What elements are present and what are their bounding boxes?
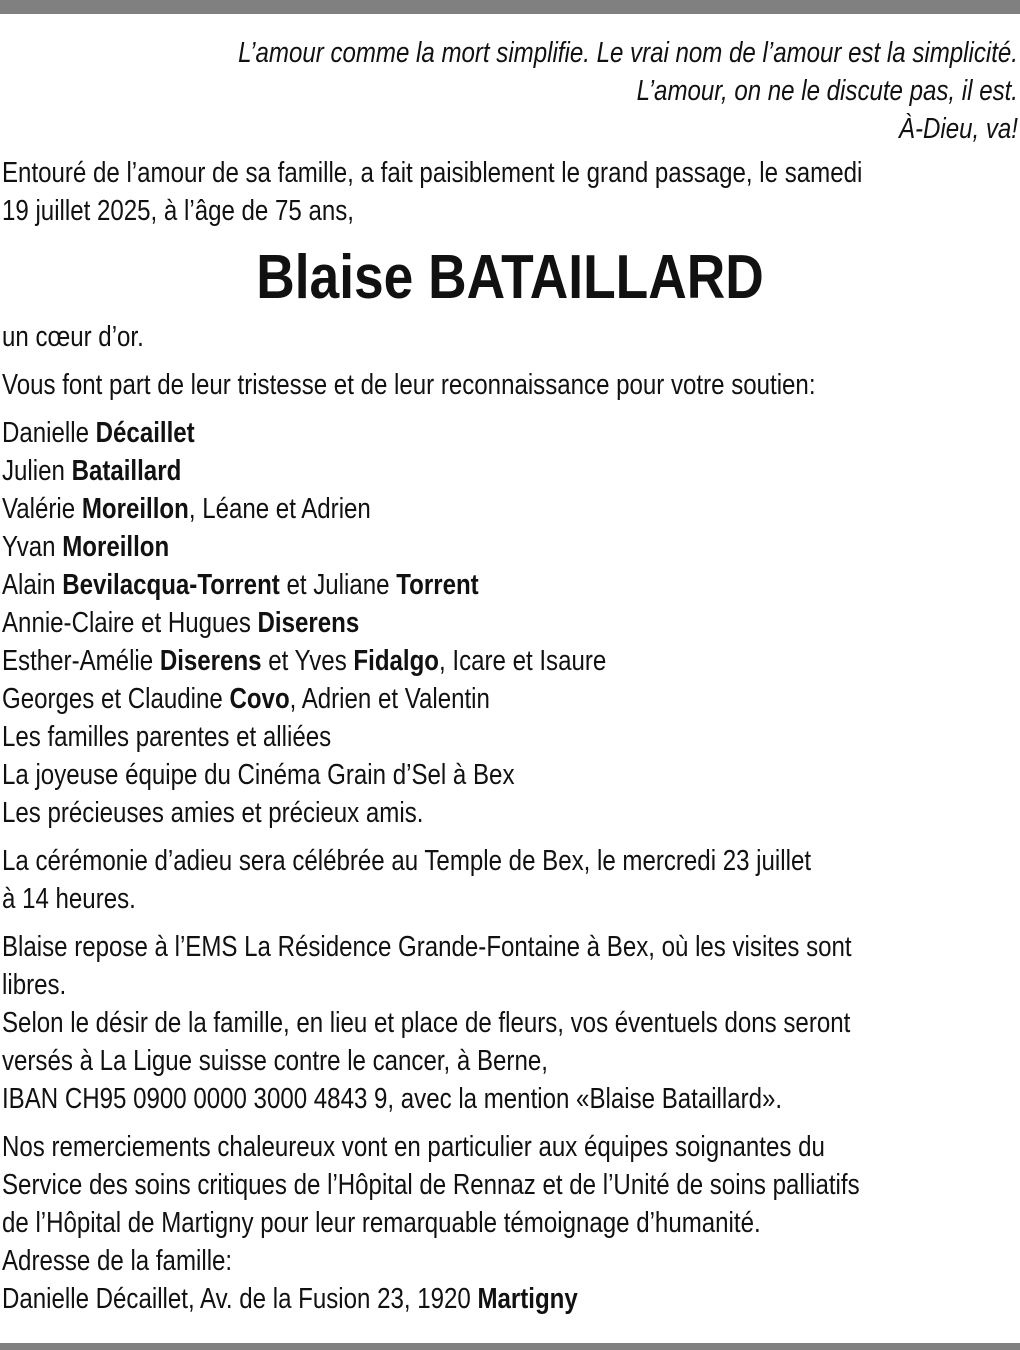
family-member [2, 528, 1014, 566]
thanks-line: de l’Hôpital de Martigny pour leur remarquable témoignage d’humanité. [2, 1207, 761, 1239]
last-name: Diserens [257, 607, 360, 639]
announcement: Vous font part de leur tristesse et de leur reconnaissance pour votre soutien: [2, 369, 816, 401]
family-member [2, 566, 1014, 604]
last-name: Décaillet [95, 417, 195, 449]
partner-first-name: et Yves [261, 645, 354, 677]
first-name: Alain [2, 569, 63, 601]
partner-last-name: Torrent [396, 569, 479, 601]
last-name: Diserens [159, 645, 262, 677]
intro-line: 19 juillet 2025, à l’âge de 75 ans, [2, 195, 354, 227]
first-name: Georges et Claudine [2, 683, 230, 715]
thanks-line: Nos remerciements chaleureux vont en particulier aux équipes soignantes du [2, 1131, 825, 1163]
last-name: Moreillon [62, 531, 170, 563]
ceremony-line: à 14 heures. [2, 883, 136, 915]
details-paragraph [2, 928, 1018, 1118]
family-group: Les précieuses amies et précieux amis. [2, 797, 424, 829]
family-list [2, 414, 1018, 832]
thanks-line: Service des soins critiques de l’Hôpital de Rennaz et de l’Unité de soins palliatifs [2, 1169, 860, 1201]
family-member [2, 414, 1014, 452]
partner-first-name: et Juliane [279, 569, 397, 601]
quote-line: À-Dieu, va! [898, 113, 1018, 145]
first-name: Valérie [2, 493, 82, 525]
thanks-paragraph [2, 1128, 1018, 1318]
family-member [2, 490, 1014, 528]
partner-last-name: Fidalgo [353, 645, 440, 677]
ceremony-line: La cérémonie d’adieu sera célébrée au Temple de Bex, le mercredi 23 juillet [2, 845, 812, 877]
first-name: Annie-Claire et Hugues [2, 607, 258, 639]
deceased-name: Blaise BATAILLARD [256, 243, 764, 312]
family-member [2, 680, 1014, 718]
children-names: , Icare et Isaure [439, 645, 607, 677]
epithet-paragraph [2, 318, 1018, 356]
children-names: , Léane et Adrien [188, 493, 371, 525]
family-address [2, 1280, 1014, 1318]
details-line: IBAN CH95 0900 0000 3000 4843 9, avec la mention «Blaise Bataillard». [2, 1083, 783, 1115]
first-name: Julien [2, 455, 72, 487]
family-group: La joyeuse équipe du Cinéma Grain d’Sel à Bex [2, 759, 515, 791]
epithet: un cœur d’or. [2, 321, 144, 353]
details-line: libres. [2, 969, 67, 1001]
epigraph-quote [2, 34, 1018, 148]
family-member [2, 642, 1014, 680]
address-street: Danielle Décaillet, Av. de la Fusion 23, 1920 [2, 1283, 478, 1315]
intro-line: Entouré de l’amour de sa famille, a fait paisiblement le grand passage, le samedi [2, 157, 863, 189]
first-name: Yvan [2, 531, 63, 563]
family-group: Les familles parentes et alliées [2, 721, 332, 753]
ceremony-paragraph [2, 842, 1018, 918]
family-member [2, 604, 1014, 642]
details-line: versés à La Ligue suisse contre le cancer, à Berne, [2, 1045, 548, 1077]
first-name: Esther-Amélie [2, 645, 160, 677]
obituary-notice [2, 34, 1018, 1328]
children-names: , Adrien et Valentin [289, 683, 490, 715]
address-city: Martigny [477, 1283, 578, 1315]
last-name: Bevilacqua-Torrent [62, 569, 280, 601]
thanks-line: Adresse de la famille: [2, 1245, 233, 1277]
last-name: Covo [229, 683, 290, 715]
announcement-paragraph [2, 366, 1018, 404]
first-name: Danielle [2, 417, 96, 449]
quote-line: L’amour, on ne le discute pas, il est. [636, 75, 1018, 107]
intro-paragraph [2, 154, 1018, 230]
family-member [2, 452, 1014, 490]
details-line: Selon le désir de la famille, en lieu et place de fleurs, vos éventuels dons seront [2, 1007, 851, 1039]
top-rule [0, 0, 1020, 14]
bottom-rule [0, 1343, 1020, 1350]
last-name: Bataillard [71, 455, 182, 487]
quote-line: L’amour comme la mort simplifie. Le vrai nom de l’amour est la simplicité. [238, 37, 1018, 69]
last-name: Moreillon [81, 493, 189, 525]
details-line: Blaise repose à l’EMS La Résidence Grande-Fontaine à Bex, où les visites sont [2, 931, 852, 963]
